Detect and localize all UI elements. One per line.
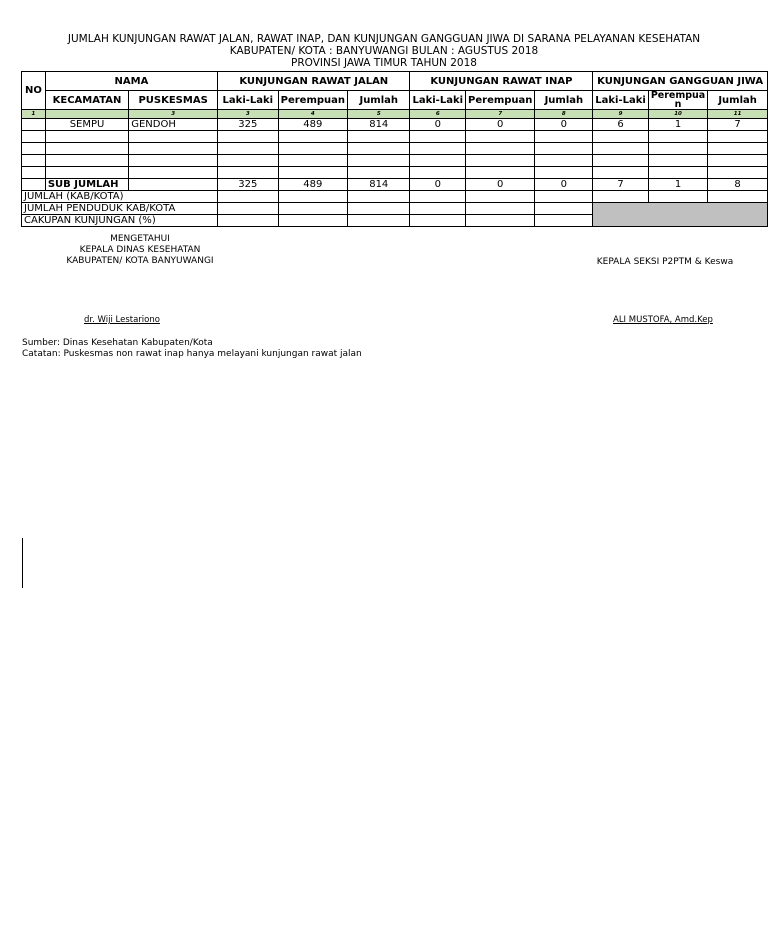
index-cell: 3 bbox=[129, 110, 218, 119]
index-cell: 7 bbox=[466, 110, 535, 119]
header-rj-jumlah: Jumlah bbox=[348, 91, 410, 110]
index-cell: 1 bbox=[22, 110, 46, 119]
visit-report-table bbox=[21, 71, 768, 227]
kepala-dinas-label: KEPALA DINAS KESEHATAN bbox=[79, 245, 201, 255]
subtotal-gj-perempuan: 1 bbox=[648, 179, 707, 191]
cell-puskesmas: GENDOH bbox=[129, 119, 218, 131]
index-cell: 3 bbox=[218, 110, 279, 119]
subtotal-ri-laki: 0 bbox=[410, 179, 466, 191]
mengetahui-label: MENGETAHUI bbox=[110, 234, 170, 244]
report-title-line2: KABUPATEN/ KOTA : BANYUWANGI BULAN : AGUSTUS 2018 bbox=[229, 45, 539, 57]
index-cell: 8 bbox=[535, 110, 593, 119]
cell-ri-jumlah: 0 bbox=[535, 119, 593, 131]
header-rj-laki: Laki-Laki bbox=[218, 91, 279, 110]
index-cell: 9 bbox=[593, 110, 649, 119]
subtotal-ri-jumlah: 0 bbox=[535, 179, 593, 191]
penduduk-label: JUMLAH PENDUDUK KAB/KOTA bbox=[22, 203, 218, 215]
header-gj-laki: Laki-Laki bbox=[593, 91, 649, 110]
subtotal-rj-perempuan: 489 bbox=[278, 179, 347, 191]
subtotal-rj-jumlah: 814 bbox=[348, 179, 410, 191]
subtotal-row bbox=[22, 179, 768, 191]
gray-block bbox=[593, 203, 768, 227]
empty-row bbox=[22, 155, 768, 167]
signature-left bbox=[40, 234, 240, 267]
source-note: Sumber: Dinas Kesehatan Kabupaten/Kota bbox=[22, 338, 213, 348]
report-title-line3: PROVINSI JAWA TIMUR TAHUN 2018 bbox=[291, 57, 477, 69]
subtotal-gj-jumlah: 8 bbox=[708, 179, 768, 191]
cell-gj-jumlah: 7 bbox=[708, 119, 768, 131]
header-ri-perempuan: Perempuan bbox=[466, 91, 535, 110]
column-index-row bbox=[22, 110, 768, 119]
jumlah-kab-label: JUMLAH (KAB/KOTA) bbox=[22, 191, 218, 203]
cell-ri-perempuan: 0 bbox=[466, 119, 535, 131]
penduduk-row bbox=[22, 203, 768, 215]
empty-row bbox=[22, 131, 768, 143]
subtotal-gj-laki: 7 bbox=[593, 179, 649, 191]
cakupan-label: CAKUPAN KUNJUNGAN (%) bbox=[22, 215, 218, 227]
signatory-left-name: dr. Wiji Lestariono bbox=[84, 315, 160, 325]
header-kecamatan: KECAMATAN bbox=[45, 91, 128, 110]
cell-rj-perempuan: 489 bbox=[278, 119, 347, 131]
index-cell: 4 bbox=[278, 110, 347, 119]
header-rj-perempuan: Perempuan bbox=[278, 91, 347, 110]
catatan-note: Catatan: Puskesmas non rawat inap hanya melayani kunjungan rawat jalan bbox=[22, 349, 362, 359]
header-rawat-inap: KUNJUNGAN RAWAT INAP bbox=[410, 72, 593, 91]
header-ri-jumlah: Jumlah bbox=[535, 91, 593, 110]
header-nama: NAMA bbox=[45, 72, 217, 91]
header-row-2 bbox=[22, 91, 768, 110]
subtotal-label: SUB JUMLAH bbox=[45, 179, 128, 191]
text-cursor bbox=[22, 538, 23, 588]
cell-no bbox=[22, 119, 46, 131]
cell-gj-perempuan: 1 bbox=[648, 119, 707, 131]
table-row bbox=[22, 119, 768, 131]
header-gangguan-jiwa: KUNJUNGAN GANGGUAN JIWA bbox=[593, 72, 768, 91]
cell-gj-laki: 6 bbox=[593, 119, 649, 131]
header-ri-laki: Laki-Laki bbox=[410, 91, 466, 110]
index-cell: 5 bbox=[348, 110, 410, 119]
cell-rj-laki: 325 bbox=[218, 119, 279, 131]
kabupaten-label: KABUPATEN/ KOTA BANYUWANGI bbox=[66, 256, 214, 266]
header-puskesmas: PUSKESMAS bbox=[129, 91, 218, 110]
signatory-right-name: ALI MUSTOFA, Amd.Kep bbox=[613, 315, 713, 325]
header-row-1 bbox=[22, 72, 768, 91]
header-rawat-jalan: KUNJUNGAN RAWAT JALAN bbox=[218, 72, 410, 91]
subtotal-rj-laki: 325 bbox=[218, 179, 279, 191]
cell-rj-jumlah: 814 bbox=[348, 119, 410, 131]
subtotal-ri-perempuan: 0 bbox=[466, 179, 535, 191]
header-no: NO bbox=[22, 72, 46, 110]
cell-ri-laki: 0 bbox=[410, 119, 466, 131]
index-cell: 11 bbox=[708, 110, 768, 119]
report-title-line1: JUMLAH KUNJUNGAN RAWAT JALAN, RAWAT INAP, DAN KUNJUNGAN GANGGUAN JIWA DI SARANA PELAYANAN KESEHATAN bbox=[67, 33, 701, 45]
empty-row bbox=[22, 167, 768, 179]
jumlah-kab-row bbox=[22, 191, 768, 203]
header-gj-jumlah: Jumlah bbox=[708, 91, 768, 110]
signature-right-title: KEPALA SEKSI P2PTM & Keswa bbox=[596, 257, 734, 267]
cell-kecamatan: SEMPU bbox=[45, 119, 128, 131]
empty-row bbox=[22, 143, 768, 155]
header-gj-perempuan: Perempua n bbox=[648, 91, 707, 110]
index-cell bbox=[45, 110, 128, 119]
index-cell: 10 bbox=[648, 110, 707, 119]
index-cell: 6 bbox=[410, 110, 466, 119]
